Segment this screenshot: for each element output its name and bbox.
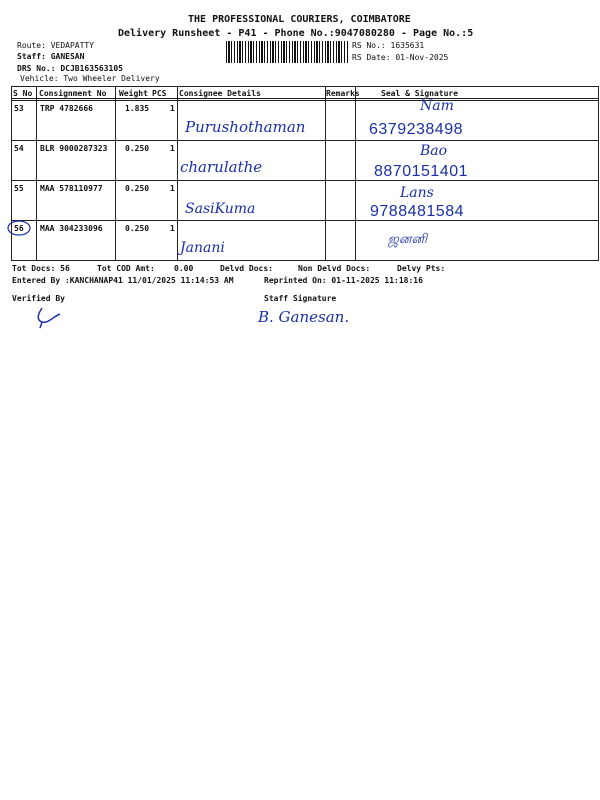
row-signature-handwritten: Nam [420,98,454,114]
drs-number: DRS No.: DCJB163563105 [17,64,123,73]
row-divider [11,140,599,141]
row-pcs: 1 [170,184,175,193]
staff-signature-label: Staff Signature [264,294,337,303]
column-header-sno: S No [13,89,33,98]
column-header-pcs: PCS [152,89,167,98]
row-signature-handwritten: Lans [400,185,434,201]
header-bottom-rule-2 [11,100,599,101]
table-top-rule [11,86,599,87]
column-header-weight: Weight [119,89,148,98]
staff-label: Staff: GANESAN [17,52,85,61]
rs-date: RS Date: 01-Nov-2025 [352,53,449,62]
total-docs: Tot Docs: 56 [12,264,70,273]
row-phone-handwritten: 9788481584 [370,203,464,220]
row-pcs: 1 [170,224,175,233]
column-rule [598,86,599,260]
staff-signature-handwritten: B. Ganesan. [258,308,350,326]
row-phone-handwritten: 6379238498 [369,121,463,138]
company-title: THE PROFESSIONAL COURIERS, COIMBATORE [188,14,411,25]
row-weight: 0.250 [125,144,150,153]
row-consignment-no: BLR 9000287323 [40,144,108,153]
column-rule [355,86,356,260]
row-phone-handwritten: 8870151401 [374,163,468,180]
row-weight: 1.835 [125,104,150,113]
row-signature-handwritten: ஜனனி [388,232,427,247]
row-weight: 0.250 [125,184,150,193]
row-sno: 55 [14,184,24,193]
entered-by: Entered By :KANCHANAP41 11/01/2025 11:14:53 AM [12,276,234,285]
runsheet-subtitle: Delivery Runsheet - P41 - Phone No.:9047080280 - Page No.:5 [118,28,474,39]
row-weight: 0.250 [125,224,150,233]
row-sno: 53 [14,104,24,113]
row-consignee-name-handwritten: SasiKuma [185,201,256,217]
row-divider [11,180,599,181]
rs-number: RS No.: 1635631 [352,41,425,50]
column-header-consignee: Consignee Details [179,89,261,98]
column-rule [177,86,178,260]
column-header-seal: Seal & Signature [381,89,459,98]
row-consignment-no: TRP 4782666 [40,104,93,113]
table-bottom-rule [11,260,599,261]
row-consignee-name-handwritten: Janani [180,240,225,256]
row-divider [11,220,599,221]
delivery-points: Delvy Pts: [397,264,446,273]
row-signature-handwritten: Bao [420,143,448,159]
row-consignment-no: MAA 578110977 [40,184,103,193]
row-sno: 54 [14,144,24,153]
delivered-docs: Delvd Docs: [220,264,273,273]
non-delivered-docs: Non Delvd Docs: [298,264,371,273]
row-sno: 56 [14,224,24,233]
row-pcs: 1 [170,104,175,113]
header-bottom-rule [11,98,599,99]
row-consignment-no: MAA 304233096 [40,224,103,233]
route-label: Route: VEDAPATTY [17,41,95,50]
verified-by-label: Verified By [12,294,65,303]
verified-signature [30,306,70,330]
column-header-remarks: Remarks [326,89,360,98]
row-consignee-name-handwritten: charulathe [180,158,263,176]
column-rule [115,86,116,260]
column-header-consignment: Consignment No [39,89,107,98]
reprinted-on: Reprinted On: 01-11-2025 11:18:16 [264,276,423,285]
column-rule [36,86,37,260]
row-consignee-name-handwritten: Purushothaman [185,118,306,136]
total-cod-amount: 0.00 [174,264,194,273]
barcode-image [226,41,348,63]
row-pcs: 1 [170,144,175,153]
column-rule [325,86,326,260]
total-cod-label: Tot COD Amt: [97,264,155,273]
vehicle-label: Vehicle: Two Wheeler Delivery [20,74,160,83]
